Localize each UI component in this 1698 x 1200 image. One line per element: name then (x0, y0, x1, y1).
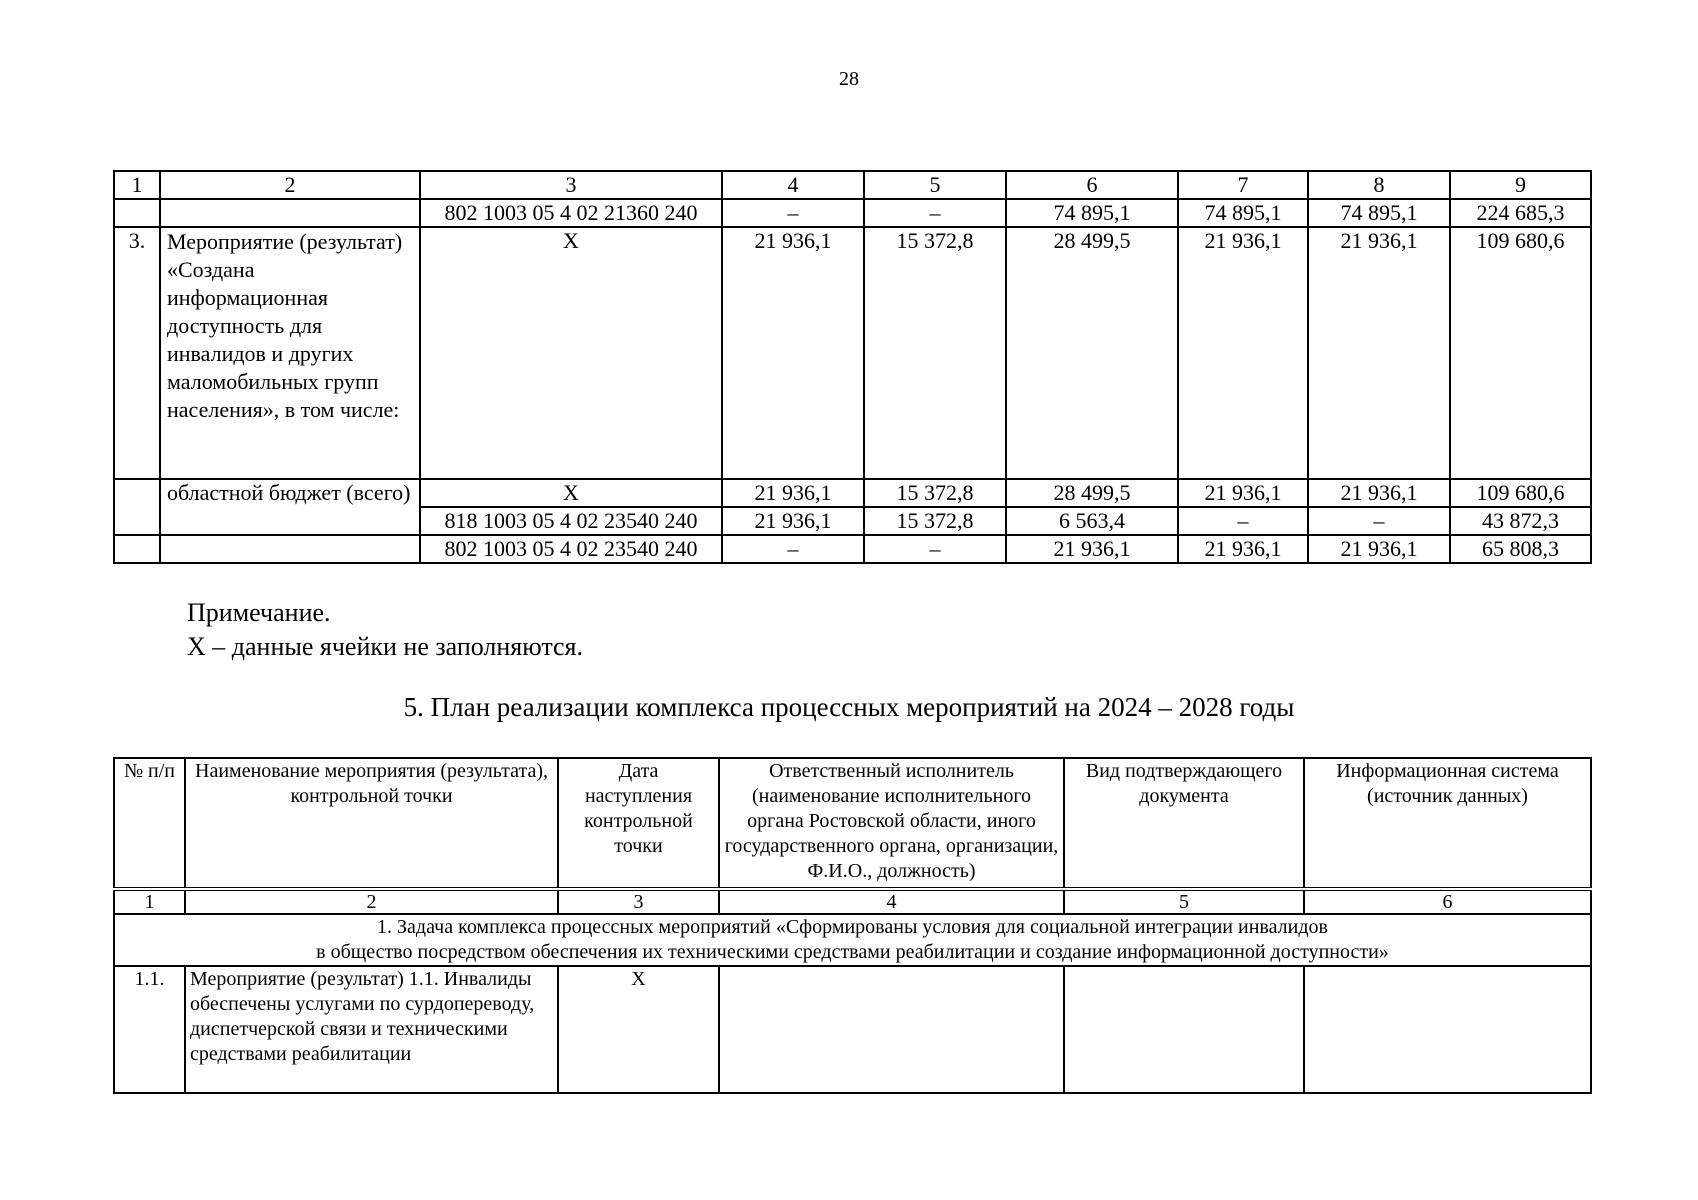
page-number: 28 (839, 68, 859, 90)
table-cell: 21 936,1 (1178, 479, 1308, 507)
table-cell: 1 (114, 889, 185, 914)
table-index-row (114, 889, 1591, 914)
table-cell: – (864, 199, 1006, 227)
table-cell: 3 (420, 171, 722, 199)
table-cell: 6 (1304, 889, 1591, 914)
table-cell: 21 936,1 (722, 227, 864, 479)
table-cell: 7 (1178, 171, 1308, 199)
column-header: Вид подтверждающего документа (1064, 758, 1304, 889)
table-row (114, 171, 1591, 199)
note-title: Примечание. (187, 598, 331, 627)
table-cell: 74 895,1 (1006, 199, 1178, 227)
note-text: X – данные ячейки не заполняются. (187, 632, 584, 661)
table-row (114, 966, 1591, 1093)
budget-code: 802 1003 05 4 02 21360 240 (420, 199, 722, 227)
info-system (1304, 966, 1591, 1093)
table-cell (114, 479, 160, 535)
table-cell: 6 563,4 (1006, 507, 1178, 535)
table-cell: 15 372,8 (864, 479, 1006, 507)
table-cell: 2 (160, 171, 420, 199)
table-cell: 9 (1450, 171, 1591, 199)
table-cell: 21 936,1 (1178, 227, 1308, 479)
task-line: 1. Задача комплекса процессных мероприятий «Сформированы условия для социальной интеграции инвалидов (377, 916, 1328, 938)
row-number: 3. (114, 227, 160, 479)
table-cell: 6 (1006, 171, 1178, 199)
table-cell: – (722, 535, 864, 563)
table-cell: 1 (114, 171, 160, 199)
column-header: Информационная система (источник данных) (1304, 758, 1591, 889)
executor (719, 966, 1064, 1093)
plan-table (113, 757, 1592, 1094)
table-cell: 8 (1308, 171, 1450, 199)
table-cell (160, 535, 420, 563)
funding-table (113, 170, 1592, 564)
section-title: 5. План реализации комплекса процессных мероприятий на 2024 – 2028 годы (403, 692, 1295, 722)
task-title (114, 914, 1591, 966)
table-cell: 4 (722, 171, 864, 199)
table-cell: 224 685,3 (1450, 199, 1591, 227)
table-cell: 74 895,1 (1178, 199, 1308, 227)
budget-code: X (420, 479, 722, 507)
task-row (114, 914, 1591, 966)
column-header: Ответственный исполнитель (наименование исполнительного органа Ростовской области, иного государственного органа, организации, Ф.И.О., должность) (719, 758, 1064, 889)
activity-name: Мероприятие (результат) «Создана информационная доступность для инвалидов и других маломобильных групп населения», в том числе: (160, 227, 420, 479)
table-cell: 5 (864, 171, 1006, 199)
table-row (114, 479, 1591, 507)
table-cell: – (864, 535, 1006, 563)
budget-code: 818 1003 05 4 02 23540 240 (420, 507, 722, 535)
table-cell: 5 (1064, 889, 1304, 914)
table-cell (114, 535, 160, 563)
budget-label: областной бюджет (всего) (160, 479, 420, 535)
table-cell: 15 372,8 (864, 227, 1006, 479)
table-cell: – (1308, 507, 1450, 535)
table-cell: 28 499,5 (1006, 227, 1178, 479)
column-header: Дата наступления контрольной точки (558, 758, 719, 889)
table-cell: 21 936,1 (1006, 535, 1178, 563)
row-number: 1.1. (114, 966, 185, 1093)
table-cell (114, 199, 160, 227)
table-cell: 21 936,1 (1308, 535, 1450, 563)
task-line: в общество посредством обеспечения их техническими средствами реабилитации и создание информационной доступности» (316, 941, 1389, 963)
table-cell: – (1178, 507, 1308, 535)
table-header-row (114, 758, 1591, 889)
table-cell: 3 (558, 889, 719, 914)
table-cell: 21 936,1 (1308, 227, 1450, 479)
column-header: Наименование мероприятия (результата), контрольной точки (185, 758, 558, 889)
table-cell: 21 936,1 (722, 507, 864, 535)
column-header: № п/п (114, 758, 185, 889)
table-row (114, 199, 1591, 227)
budget-code: 802 1003 05 4 02 23540 240 (420, 535, 722, 563)
table-cell: 109 680,6 (1450, 227, 1591, 479)
note (187, 596, 583, 664)
table-cell: 21 936,1 (1178, 535, 1308, 563)
table-cell: 74 895,1 (1308, 199, 1450, 227)
table-row (114, 227, 1591, 479)
table-cell: 2 (185, 889, 558, 914)
table-cell: 4 (719, 889, 1064, 914)
control-date: X (558, 966, 719, 1093)
table-cell: 109 680,6 (1450, 479, 1591, 507)
budget-code: X (420, 227, 722, 479)
table-cell: 21 936,1 (1308, 479, 1450, 507)
table-cell (160, 199, 420, 227)
table-row (114, 535, 1591, 563)
table-cell: 15 372,8 (864, 507, 1006, 535)
table-cell: 65 808,3 (1450, 535, 1591, 563)
table-cell: – (722, 199, 864, 227)
table-cell: 21 936,1 (722, 479, 864, 507)
activity-name: Мероприятие (результат) 1.1. Инвалиды обеспечены услугами по сурдопереводу, диспетчерской связи и техническими средствами реабилитации (185, 966, 558, 1093)
document-type (1064, 966, 1304, 1093)
table-cell: 28 499,5 (1006, 479, 1178, 507)
table-cell: 43 872,3 (1450, 507, 1591, 535)
